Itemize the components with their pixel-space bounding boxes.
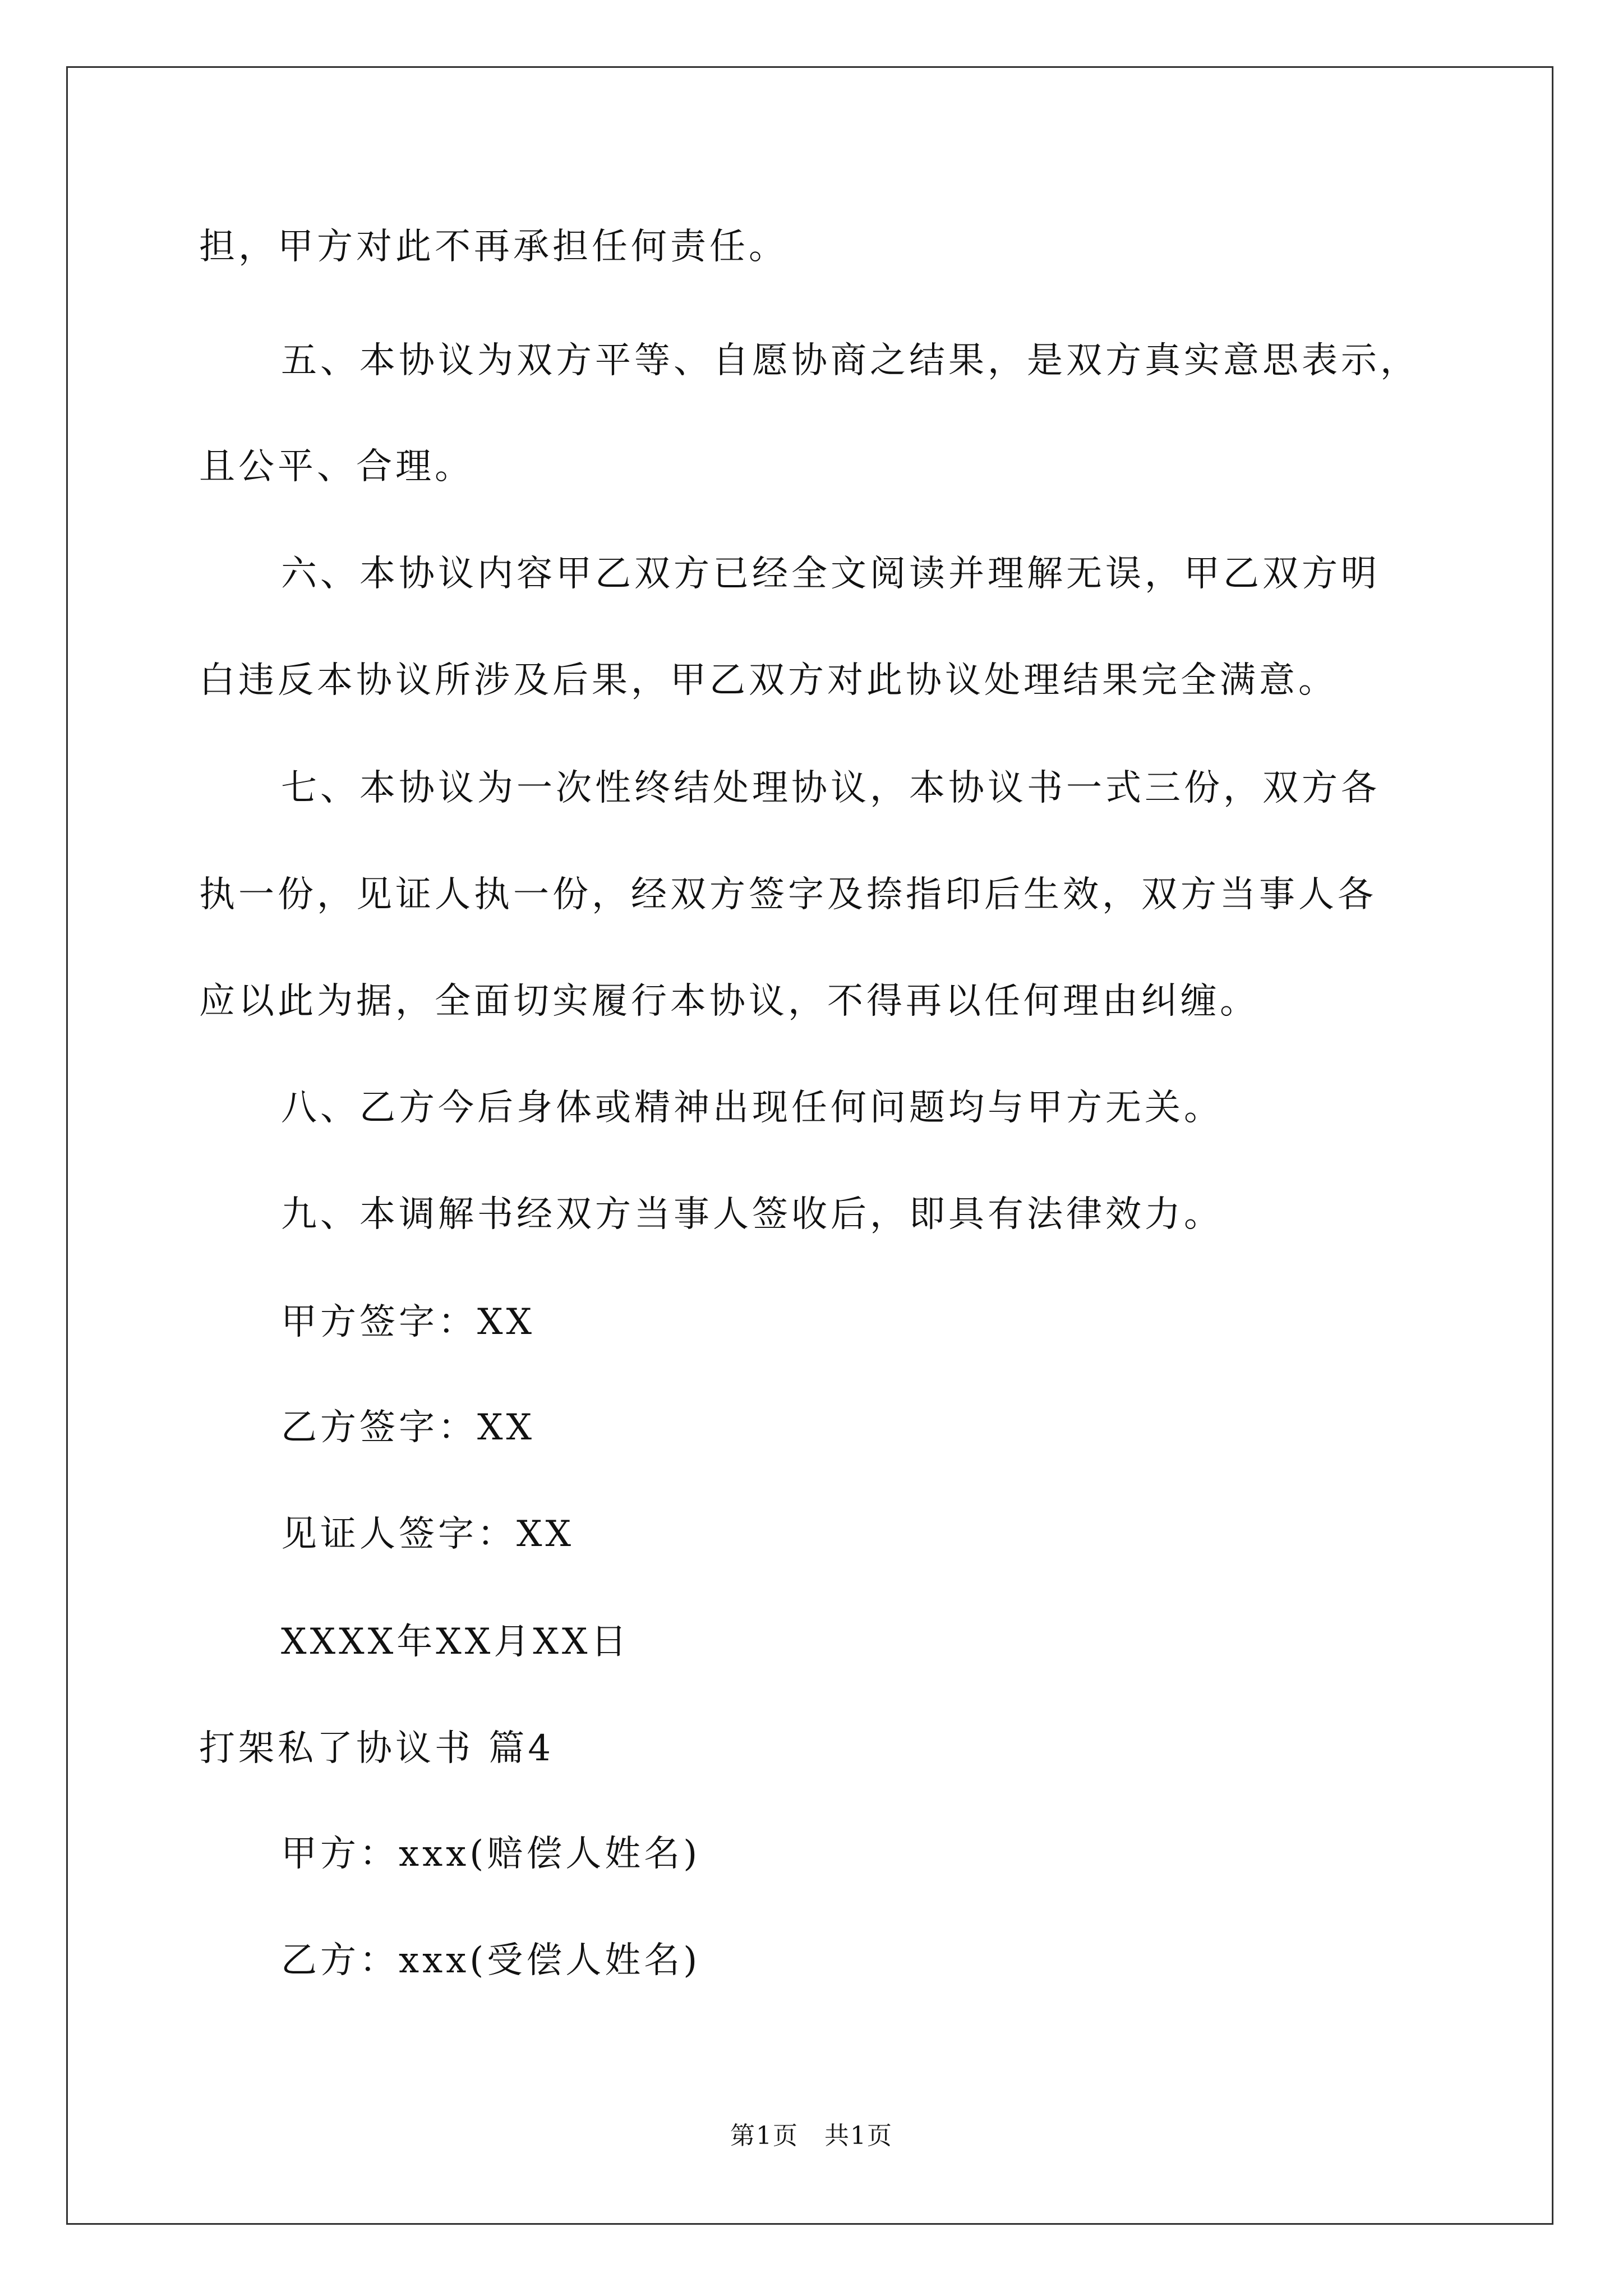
page-border [66,66,1553,2225]
party-a-line: 甲方：xxx(赔偿人姓名) [281,1833,701,1875]
section-heading: 打架私了协议书 篇4 [199,1728,555,1769]
text-line: 六、本协议内容甲乙双方已经全文阅读并理解无误，甲乙双方明 [281,553,1380,595]
party-b-line: 乙方：xxx(受偿人姓名) [281,1940,701,1981]
text-line: 五、本协议为双方平等、自愿协商之结果，是双方真实意思表示， [281,340,1419,381]
signature-line-witness: 见证人签字：XX [281,1513,575,1555]
text-line: 担，甲方对此不再承担任何责任。 [199,226,788,268]
text-line: 应以此为据，全面切实履行本协议，不得再以任何理由纠缠。 [199,981,1259,1022]
signature-line-party-b: 乙方签字：XX [281,1407,536,1448]
date-line: XXXX年XX月XX日 [281,1621,630,1663]
text-line: 九、本调解书经双方当事人签收后，即具有法律效力。 [281,1194,1223,1235]
text-line: 七、本协议为一次性终结处理协议，本协议书一式三份，双方各 [281,767,1380,809]
text-line: 执一份，见证人执一份，经双方签字及捺指印后生效，双方当事人各 [199,874,1377,915]
signature-line-party-a: 甲方签字：XX [281,1301,536,1343]
page-footer: 第1页 共1页 [730,2122,893,2150]
text-line: 八、乙方今后身体或精神出现任何问题均与甲方无关。 [281,1087,1223,1129]
text-line: 且公平、合理。 [199,446,474,487]
text-line: 白违反本协议所涉及后果，甲乙双方对此协议处理结果完全满意。 [199,660,1338,701]
